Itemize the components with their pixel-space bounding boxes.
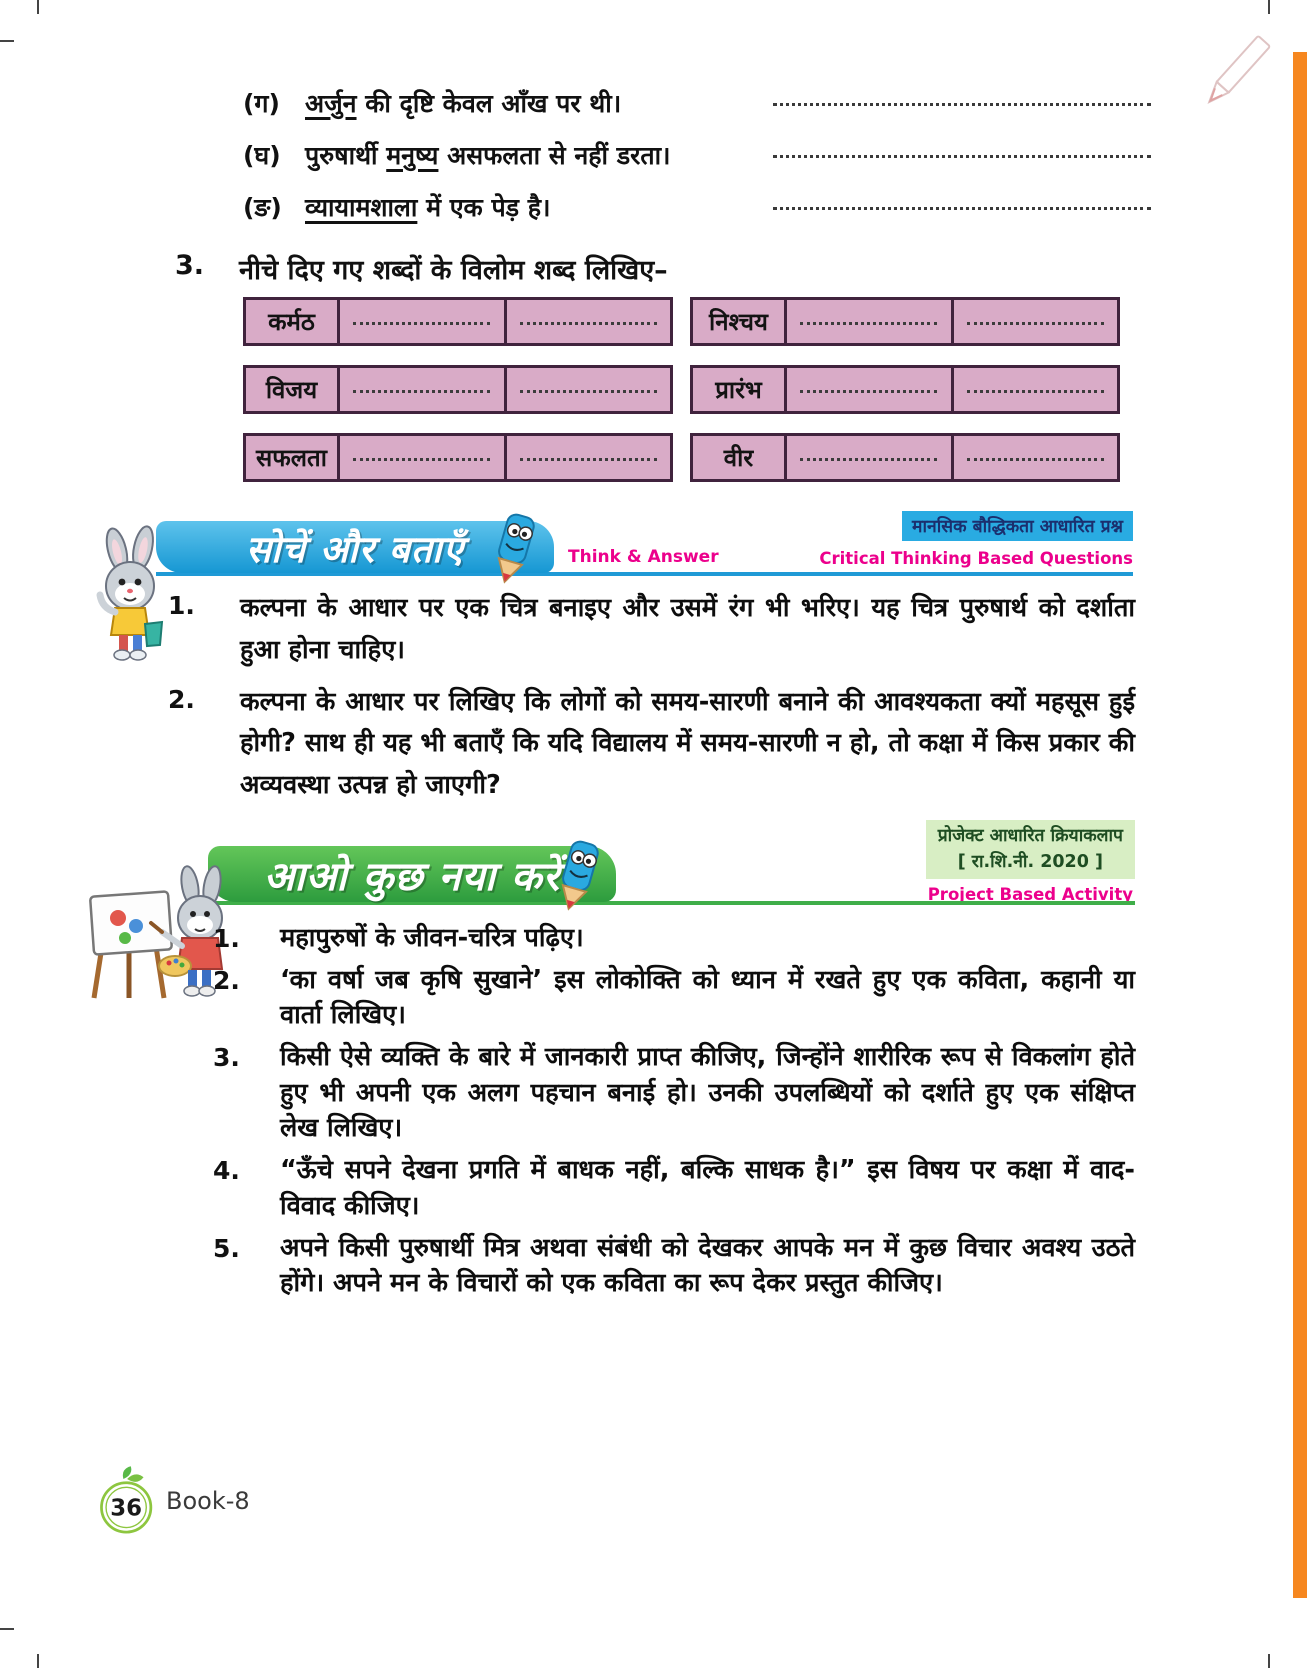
book-label: Book-8 xyxy=(166,1487,250,1515)
item-text: महापुरुषों के जीवन-चरित्र पढ़िए। xyxy=(280,923,584,953)
answer-cell xyxy=(504,436,671,479)
table-row xyxy=(243,365,673,414)
answer-cell xyxy=(504,368,671,411)
list-item xyxy=(213,1231,1135,1302)
pencil-doodle-icon xyxy=(1180,24,1280,134)
tag-hindi: मानसिक बौद्धिकता आधारित प्रश्न xyxy=(902,511,1133,541)
tag-hindi: प्रोजेक्ट आधारित क्रियाकलाप [ रा.शि.नी. 2020 ] xyxy=(926,820,1135,879)
tag-english: Project Based Activity xyxy=(927,884,1133,904)
item-number: 5. xyxy=(213,1233,240,1263)
answer-blank xyxy=(773,102,1151,106)
question-number: 3. xyxy=(175,250,205,281)
item-text: “ऊँचे सपने देखना प्रगति में बाधक नहीं, बल्कि साधक है।” इस विषय पर कक्षा में वाद-विवाद कीजिए। xyxy=(280,1155,1135,1221)
list-item xyxy=(168,682,1135,807)
pencil-mascot-icon xyxy=(478,509,550,591)
word-cell: प्रारंभ xyxy=(693,368,787,411)
answer-blank xyxy=(773,206,1151,210)
list-item xyxy=(213,963,1135,1034)
underlined-word: अर्जुन xyxy=(305,89,357,118)
page-footer xyxy=(96,1466,250,1536)
fill-item xyxy=(243,138,1151,173)
table-row xyxy=(243,433,673,482)
item-number: 1. xyxy=(213,924,240,953)
answer-cell xyxy=(504,300,671,343)
answer-blank xyxy=(773,154,1151,158)
leaf-icon xyxy=(127,1474,143,1481)
table-row xyxy=(243,297,673,346)
item-text: किसी ऐसे व्यक्ति के बारे में जानकारी प्राप्त कीजिए, जिन्होंने शारीरिक रूप से विकलांग होते हुए भी अपनी एक अलग पहचान बनाई हो। उनकी उपलब्धियों को दर्शाते हुए एक संक्षिप्त लेख लिखिए। xyxy=(280,1042,1135,1144)
item-number: 2. xyxy=(213,965,240,995)
answer-cell xyxy=(787,368,951,411)
answer-cell xyxy=(340,300,504,343)
table-row xyxy=(690,365,1120,414)
underlined-word: मनुष्य xyxy=(386,141,439,170)
list-item xyxy=(213,1040,1135,1147)
antonym-table-right xyxy=(690,297,1120,501)
fill-item xyxy=(243,86,1151,121)
fill-item xyxy=(243,190,1151,225)
question-heading xyxy=(175,250,668,287)
word-cell: वीर xyxy=(693,436,787,479)
item-number: 4. xyxy=(213,1156,240,1186)
item-text: अपने किसी पुरुषार्थी मित्र अथवा संबंधी को देखकर आपके मन में कुछ विचार अवश्य उठते होंगे। अपने मन के विचारों को एक कविता का रूप देकर प्रस्तुत कीजिए। xyxy=(280,1232,1135,1299)
answer-cell xyxy=(951,368,1118,411)
word-cell: निश्चय xyxy=(693,300,787,343)
page-edge-stripe xyxy=(1293,52,1307,1598)
crop-mark xyxy=(37,0,39,14)
answer-cell xyxy=(787,436,951,479)
item-number: 3. xyxy=(213,1043,240,1073)
antonym-tables xyxy=(243,297,1120,501)
fill-in-exercise xyxy=(243,86,1151,242)
question-text: नीचे दिए गए शब्दों के विलोम शब्द लिखिए– xyxy=(239,255,668,286)
item-label: (ङ) xyxy=(243,193,282,222)
rabbit-mascot-icon xyxy=(86,524,178,669)
banner-title: आओ कुछ नया करें xyxy=(263,853,561,900)
item-number: 2. xyxy=(168,684,195,714)
crop-mark xyxy=(1268,1654,1270,1668)
answer-cell xyxy=(951,436,1118,479)
list-item xyxy=(168,588,1135,672)
think-items-list xyxy=(168,588,1135,817)
word-cell: सफलता xyxy=(246,436,340,479)
antonym-table-left xyxy=(243,297,673,501)
item-label: (घ) xyxy=(243,141,281,170)
item-sentence: पुरुषार्थी मनुष्य असफलता से नहीं डरता। xyxy=(305,141,671,170)
page-number-badge xyxy=(96,1466,160,1536)
item-label: (ग) xyxy=(243,89,280,118)
crop-mark xyxy=(0,1628,14,1630)
answer-cell xyxy=(951,300,1118,343)
project-activity-banner xyxy=(208,846,1135,905)
banner-title: सोचें और बताएँ xyxy=(245,527,465,571)
item-text: कल्पना के आधार पर लिखिए कि लोगों को समय-सारणी बनाने की आवश्यकता क्यों महसूस हुई होगी? साथ ही यह भी बताएँ कि यदि विद्यालय में समय-सारणी न हो, तो कक्षा में किस प्रकार की अव्यवस्था उत्पन्न हो जाएगी? xyxy=(240,686,1135,801)
answer-cell xyxy=(787,300,951,343)
item-sentence: अर्जुन की दृष्टि केवल आँख पर थी। xyxy=(305,89,622,118)
crop-mark xyxy=(1268,0,1270,14)
crop-mark xyxy=(37,1654,39,1668)
list-item xyxy=(213,1153,1135,1224)
pencil-mascot-icon xyxy=(542,836,614,918)
think-answer-banner xyxy=(156,521,1133,576)
word-cell: विजय xyxy=(246,368,340,411)
answer-cell xyxy=(340,436,504,479)
crop-mark xyxy=(0,40,14,42)
word-cell: कर्मठ xyxy=(246,300,340,343)
banner-subtitle: Think & Answer xyxy=(568,547,719,567)
tag-english: Critical Thinking Based Questions xyxy=(819,549,1133,568)
item-sentence: व्यायामशाला में एक पेड़ है। xyxy=(305,193,551,222)
item-number: 1. xyxy=(168,591,195,620)
table-row xyxy=(690,433,1120,482)
list-item xyxy=(213,921,1135,957)
underlined-word: व्यायामशाला xyxy=(305,193,418,222)
page-number: 36 xyxy=(110,1495,143,1522)
table-row xyxy=(690,297,1120,346)
project-items-list xyxy=(213,921,1135,1308)
item-text: ‘का वर्षा जब कृषि सुखाने’ इस लोकोक्ति को ध्यान में रखते हुए एक कविता, कहानी या वार्ता लिखिए। xyxy=(280,964,1135,1031)
answer-cell xyxy=(340,368,504,411)
item-text: कल्पना के आधार पर एक चित्र बनाइए और उसमें रंग भी भरिए। यह चित्र पुरुषार्थ को दर्शाता हुआ होना चाहिए। xyxy=(240,593,1135,665)
